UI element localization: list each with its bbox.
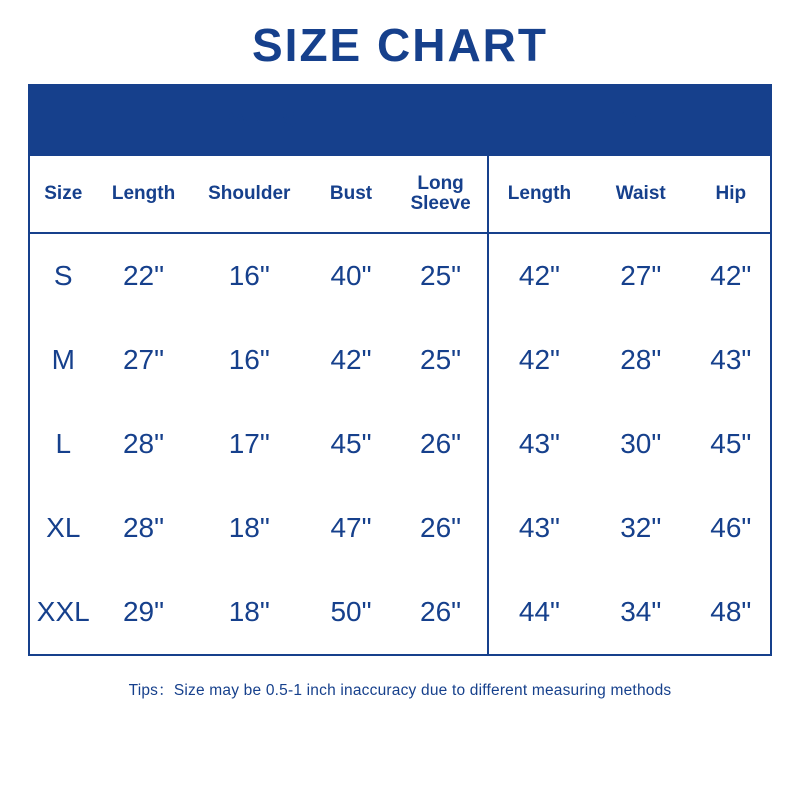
- cell-shoulder: 18": [228, 512, 270, 543]
- cell-top-length: 42": [488, 318, 590, 402]
- table-row: [30, 486, 770, 570]
- cell-shoulder: 18": [228, 596, 270, 627]
- column-header-long-sleeve: Long Sleeve: [394, 155, 488, 233]
- cell-bust: 42": [330, 344, 372, 375]
- cell-pants-length: 27": [122, 344, 165, 375]
- table-row: [30, 318, 770, 402]
- cell-waist: 34": [620, 596, 662, 627]
- cell-long-sleeve: 25": [420, 260, 462, 291]
- tips-note: Tips：Size may be 0.5-1 inch inaccuracy due to different measuring methods: [128, 682, 672, 699]
- column-header-shoulder: Shoulder: [191, 155, 308, 233]
- cell-shoulder: 17": [228, 428, 270, 459]
- cell-hip: 45": [710, 428, 752, 459]
- cell-pants-length: 29": [122, 596, 165, 627]
- cell-shoulder: 16": [228, 344, 270, 375]
- size-chart-table-container: [28, 84, 772, 656]
- cell-size: M: [51, 344, 75, 375]
- cell-bust: 40": [330, 260, 372, 291]
- column-header-hip: Hip: [692, 155, 770, 233]
- cell-long-sleeve: 25": [420, 344, 462, 375]
- cell-size: XL: [46, 512, 81, 543]
- cell-bust: 47": [330, 512, 372, 543]
- column-header-pants-length: Length: [97, 155, 191, 233]
- table-row: [30, 570, 770, 654]
- cell-waist: 32": [620, 512, 662, 543]
- group-header-pants: PANTS: [30, 86, 488, 155]
- column-header-waist: Waist: [590, 155, 692, 233]
- cell-bust: 45": [330, 428, 372, 459]
- cell-waist: 27": [620, 260, 662, 291]
- table-row: [30, 233, 770, 318]
- page-title: SIZE CHART: [252, 19, 548, 71]
- cell-top-length: 43": [488, 486, 590, 570]
- cell-hip: 46": [710, 512, 752, 543]
- cell-long-sleeve: 26": [420, 512, 462, 543]
- column-header-bust: Bust: [308, 155, 394, 233]
- cell-size: S: [53, 260, 73, 291]
- group-header-row: [30, 86, 770, 155]
- cell-pants-length: 28": [122, 428, 165, 459]
- cell-long-sleeve: 26": [420, 428, 462, 459]
- cell-top-length: 42": [488, 233, 590, 318]
- cell-hip: 48": [710, 596, 752, 627]
- cell-waist: 30": [620, 428, 662, 459]
- cell-pants-length: 22": [122, 260, 165, 291]
- column-header-size: Size: [30, 155, 97, 233]
- cell-size: L: [55, 428, 72, 459]
- column-header-top-length: Length: [488, 155, 590, 233]
- cell-top-length: 44": [488, 570, 590, 654]
- group-header-top: TOP: [488, 86, 770, 155]
- cell-size: XXL: [36, 596, 90, 627]
- cell-pants-length: 28": [122, 512, 165, 543]
- cell-hip: 43": [710, 344, 752, 375]
- size-chart-table: [30, 86, 770, 654]
- cell-shoulder: 16": [228, 260, 270, 291]
- cell-hip: 42": [710, 260, 752, 291]
- cell-bust: 50": [330, 596, 372, 627]
- table-row: [30, 402, 770, 486]
- cell-waist: 28": [620, 344, 662, 375]
- cell-long-sleeve: 26": [420, 596, 462, 627]
- column-header-row: [30, 155, 770, 233]
- cell-top-length: 43": [488, 402, 590, 486]
